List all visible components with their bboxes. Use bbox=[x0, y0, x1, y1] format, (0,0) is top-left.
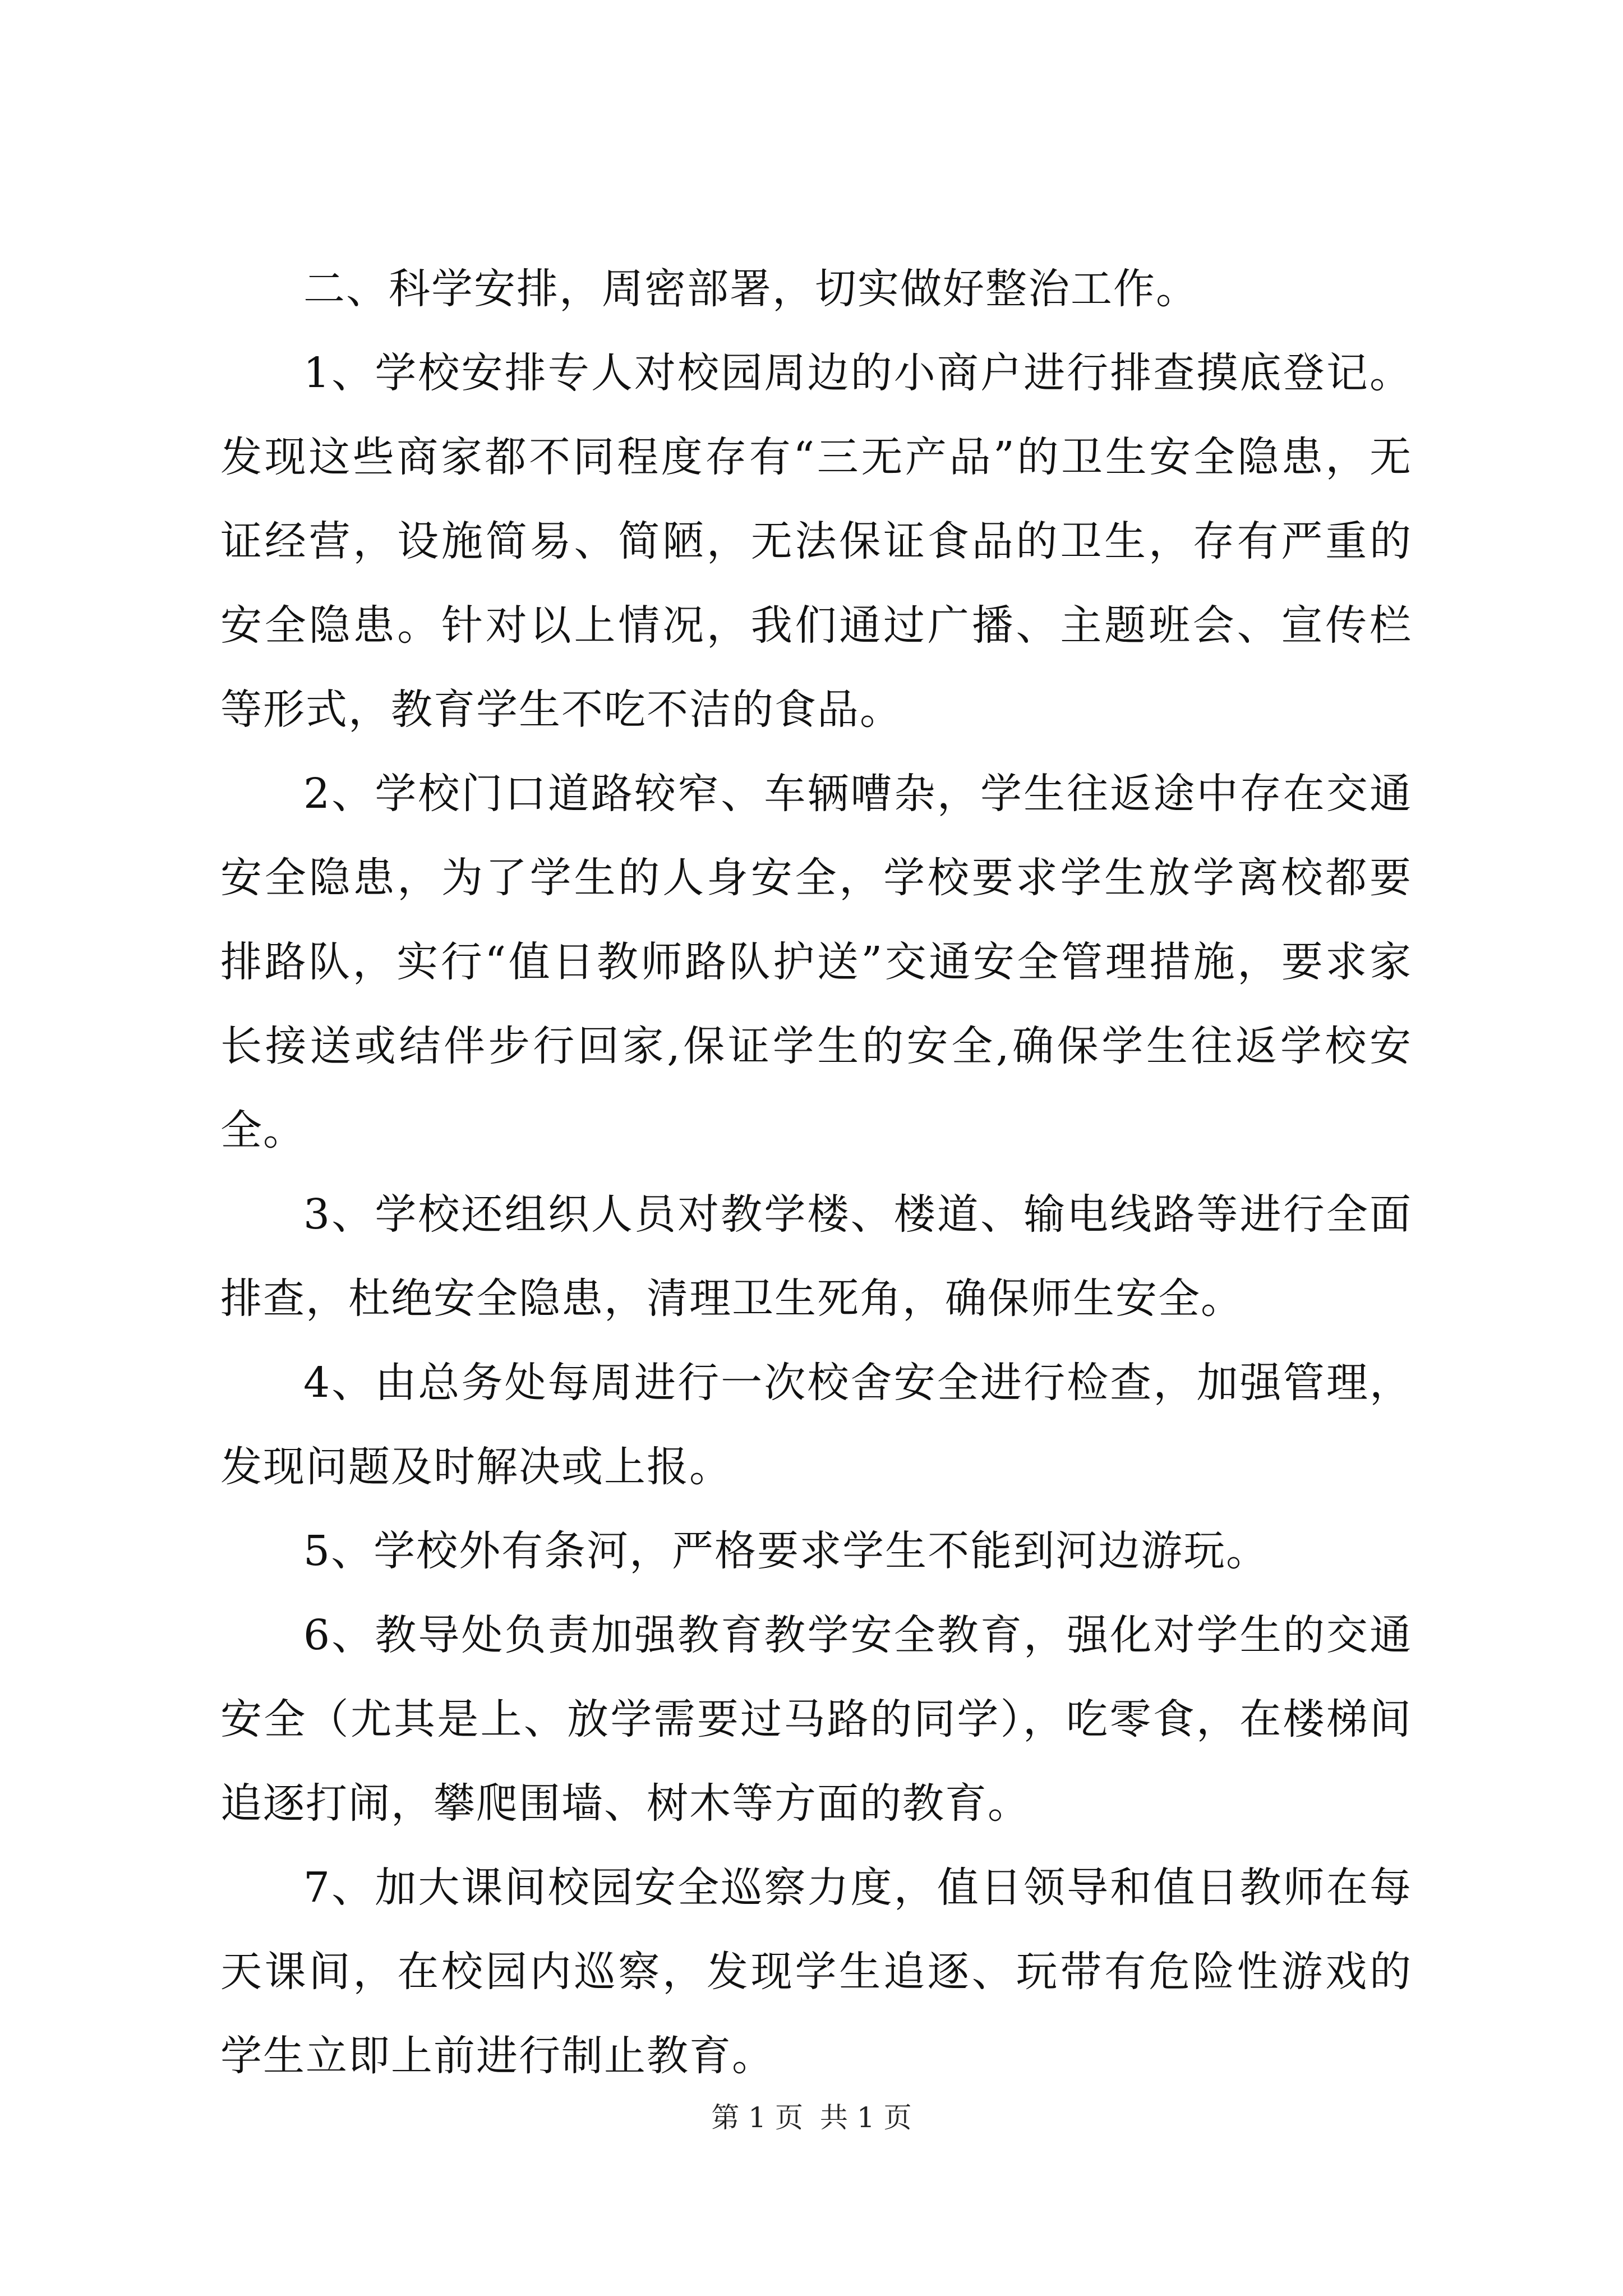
paragraph-item-3: 3、学校还组织人员对教学楼、楼道、输电线路等进行全面排查，杜绝安全隐患，清理卫生死角，确保师生安全。 bbox=[220, 1190, 1412, 1323]
paragraph-item-6: 6、教导处负责加强教育教学安全教育，强化对学生的交通安全（尤其是上、放学需要过马路的同学），吃零食，在楼梯间追逐打闹，攀爬围墙、树木等方面的教育。 bbox=[220, 1611, 1412, 1828]
paragraph-section-heading: 二、科学安排，周密部署，切实做好整治工作。 bbox=[303, 265, 1198, 313]
paragraph-item-4: 4、由总务处每周进行一次校舍安全进行检查，加强管理，发现问题及时解决或上报。 bbox=[220, 1359, 1412, 1491]
paragraph-item-2: 2、学校门口道路较窄、车辆嘈杂，学生往返途中存在交通安全隐患，为了学生的人身安全，学校要求学生放学离校都要排路队，实行“值日教师路队护送”交通安全管理措施，要求家长接送或结伴步行回家,保证学生的安全,确保学生往返学校安全。 bbox=[220, 770, 1412, 1154]
paragraph-item-7: 7、加大课间校园安全巡察力度，值日领导和值日教师在每天课间，在校园内巡察，发现学生追逐、玩带有危险性游戏的学生立即上前进行制止教育。 bbox=[220, 1864, 1412, 2080]
page-number: 第 1 页 bbox=[711, 2101, 803, 2134]
paragraph-item-1: 1、学校安排专人对校园周边的小商户进行排查摸底登记。发现这些商家都不同程度存有“三无产品”的卫生安全隐患，无证经营，设施简易、简陋，无法保证食品的卫生，存有严重的安全隐患。针对以上情况，我们通过广播、主题班会、宣传栏等形式，教育学生不吃不洁的食品。 bbox=[220, 349, 1412, 734]
page-total: 共 1 页 bbox=[820, 2101, 912, 2134]
document-body bbox=[220, 247, 1412, 2098]
paragraph-item-5: 5、学校外有条河，严格要求学生不能到河边游玩。 bbox=[303, 1527, 1269, 1575]
page-footer bbox=[0, 2098, 1623, 2137]
